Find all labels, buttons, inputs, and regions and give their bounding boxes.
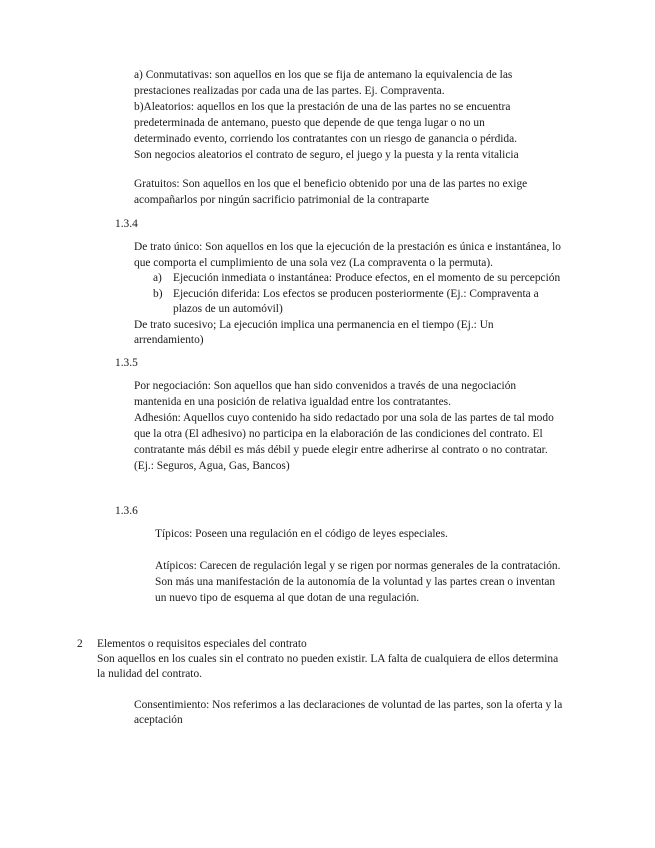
text-line: un nuevo tipo de esquema al que dotan de una regulación.: [155, 592, 420, 604]
text-line: plazos de un automóvil): [173, 303, 283, 315]
text-line: determinado evento, corriendo los contratantes con un riesgo de ganancia o pérdida.: [134, 133, 518, 145]
text-line: Gratuitos: Son aquellos en los que el beneficio obtenido por una de las partes no exige: [134, 178, 528, 190]
text-line: la nulidad del contrato.: [97, 668, 203, 680]
text-line: Típicos: Poseen una regulación en el código de leyes especiales.: [155, 528, 448, 540]
text-line: Ejecución diferida: Los efectos se producen posteriormente (Ej.: Compraventa a: [173, 288, 539, 300]
text-line: aceptación: [134, 714, 183, 726]
text-line: Ejecución inmediata o instantánea: Produce efectos, en el momento de su percepción: [173, 272, 561, 284]
text-line: 1.3.4: [115, 218, 138, 230]
text-line: Consentimiento: Nos referimos a las declaraciones de voluntad de las partes, son la oferta y la: [134, 699, 563, 711]
text-line: Por negociación: Son aquellos que han sido convenidos a través de una negociación: [134, 380, 517, 392]
text-line: Son negocios aleatorios el contrato de seguro, el juego y la puesta y la renta vitalicia: [134, 149, 519, 161]
text-line: Son aquellos en los cuales sin el contrato no pueden existir. LA falta de cualquiera de ellos determina: [97, 653, 559, 665]
text-line: (Ej.: Seguros, Agua, Gas, Bancos): [134, 460, 290, 472]
text-line: Son más una manifestación de la autonomía de la voluntad y las partes crean o inventan: [155, 576, 556, 588]
text-line: Atípicos: Carecen de regulación legal y se rigen por normas generales de la contratación.: [155, 560, 561, 572]
text-line: contratante más débil es más débil y puede elegir entre adherirse al contrato o no contratar.: [134, 444, 548, 456]
text-line: Elementos o requisitos especiales del contrato: [97, 638, 307, 650]
text-line: De trato sucesivo; La ejecución implica una permanencia en el tiempo (Ej.: Un: [134, 319, 494, 331]
text-line: b)Aleatorios: aquellos en los que la prestación de una de las partes no se encuentra: [134, 101, 511, 113]
text-line: acompañarlos por ningún sacrificio patrimonial de la contraparte: [134, 194, 430, 206]
text-line: a) Conmutativas: son aquellos en los que se fija de antemano la equivalencia de las: [134, 69, 513, 81]
text-line: b): [153, 288, 163, 300]
text-line: 1.3.5: [115, 357, 138, 369]
text-line: arrendamiento): [134, 334, 204, 346]
text-line: mantenida en una posición de relativa igualdad entre los contratantes.: [134, 396, 451, 408]
text-line: prestaciones realizadas por cada una de las partes. Ej. Compraventa.: [134, 85, 445, 97]
text-line: 2: [77, 638, 83, 650]
text-line: que comporta el cumplimiento de una sola vez (La compraventa o la permuta).: [134, 257, 493, 269]
text-line: que la otra (El adhesivo) no participa en la elaboración de las condiciones del contrato. El: [134, 428, 543, 440]
text-line: 1.3.6: [115, 505, 138, 517]
text-line: predeterminada de antemano, puesto que depende de que tenga lugar o no un: [134, 117, 485, 129]
text-line: De trato único: Son aquellos en los que la ejecución de la prestación es única e instantánea, lo: [134, 241, 562, 253]
text-line: a): [153, 272, 162, 284]
text-line: Adhesión: Aquellos cuyo contenido ha sido redactado por una sola de las partes de tal modo: [134, 412, 554, 424]
